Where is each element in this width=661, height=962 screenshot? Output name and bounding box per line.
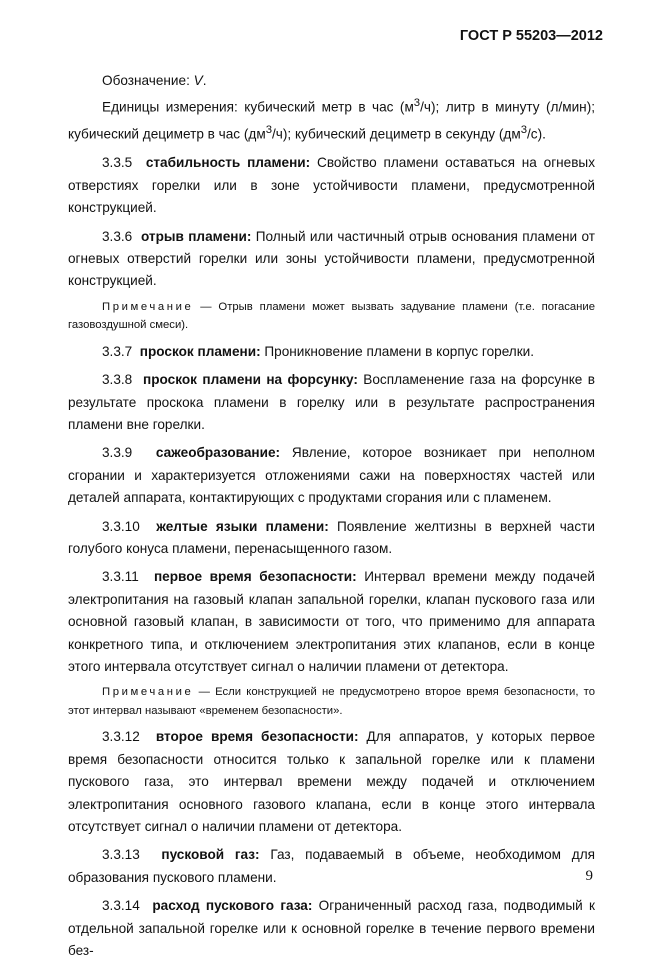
term-entry: [68, 442, 595, 509]
term-entry: [68, 341, 595, 363]
term-entry: [68, 152, 595, 219]
term-number: 3.3.12: [102, 729, 140, 745]
term-title: проскок пламени на форсунку:: [143, 372, 358, 388]
term-title: проскок пламени:: [139, 343, 261, 359]
term-number: 3.3.9: [102, 445, 133, 461]
term-definition: Появление желтизны в верхней части голубого конуса пламени, перенасыщенного газом.: [68, 518, 595, 556]
term-definition: Интервал времени между подачей электропитания на газовый клапан запальной горелки, клапан пускового газа или основной газовый клапан, в зависимости от того, что применимо для аппарата конкретного типа, и отключением электропитания этих клапанов, если в конце этого интервала отсутствует сигнал о наличии пламени от детектора.: [68, 569, 595, 674]
page-number: 9: [585, 868, 593, 884]
term-number: 3.3.13: [102, 847, 140, 863]
term-definition: Ограниченный расход газа, подводимый к отдельной запальной горелке или к основной горелке в течение первого времени без-: [68, 898, 595, 959]
term-title: второе время безопасности:: [155, 729, 359, 745]
note: Примечание — Если конструкцией не предусмотрено второе время безопасности, то этот интервал называют «временем безопасности».: [68, 686, 596, 717]
note-text: Если конструкцией не предусмотрено второе время безопасности, то этот интервал называют «временем безопасности».: [68, 686, 596, 717]
term-number: 3.3.8: [102, 372, 133, 388]
term-definition: Проникновение пламени в корпус горелки.: [264, 343, 535, 359]
units-paragraph: Единицы измерения: кубический метр в час $(м^3/ч)$; литр в минуту (л/мин); кубический дециметр в час $(дм^3/ч)$; кубический дециметр в секунду $(дм^3/с)$.: [68, 97, 595, 142]
term-title: пусковой газ:: [161, 847, 260, 863]
term-definition: Воспламенение газа на форсунке в результате проскока пламени в горелку или в результате распространения пламени вне горелки.: [68, 372, 595, 432]
term-number: 3.3.10: [102, 518, 140, 534]
term-number: 3.3.7: [102, 343, 133, 359]
term-title: расход пускового газа:: [152, 898, 313, 914]
document-body: [68, 70, 595, 962]
term-number: 3.3.6: [102, 228, 133, 244]
term-title: желтые языки пламени:: [156, 518, 329, 534]
term-definition: Полный или частичный отрыв основания пламени от огневых отверстий горелки или зоны устойчивости пламени, предусмотренной конструкцией.: [68, 228, 595, 289]
note-text: Отрыв пламени может вызвать задувание пламени (т.е. погасание газовоздушной смеси).: [68, 300, 596, 332]
term-entry: [68, 516, 595, 561]
term-definition: Явление, которое возникает при неполном сгорании и характеризуется отложениями сажи на поверхностях частей или деталей аппарата, контактирующих с продуктами сгорания или с пламенем.: [68, 445, 595, 506]
term-entry: [68, 895, 595, 962]
term-entry: [68, 844, 595, 889]
document-header: ГОСТ Р 55203—2012: [459, 28, 603, 44]
term-entry: [68, 226, 595, 293]
term-number: 3.3.14: [102, 898, 140, 914]
term-title: сажеобразование:: [155, 445, 281, 461]
note-label: Примечание: [102, 686, 194, 699]
term-title: первое время безопасности:: [153, 569, 357, 585]
term-definition: Для аппаратов, у которых первое время безопасности относится только к запальной горелке или к пламени пускового газа, это интервал времени между подачей и отключением электропитания основного газового клапана, если в конце этого интервала отсутствует сигнал о наличии пламени от детектора.: [68, 729, 596, 835]
term-number: 3.3.11: [102, 569, 139, 585]
term-title: стабильность пламени:: [145, 155, 311, 171]
note: Примечание — Отрыв пламени может вызвать задувание пламени (т.е. погасание газовоздушной смеси).: [68, 300, 596, 332]
designation-line: Обозначение: V.: [102, 73, 207, 88]
term-entry: [68, 726, 595, 838]
term-definition: Газ, подаваемый в объеме, необходимом для образования пускового пламени.: [68, 847, 595, 885]
term-definition: Свойство пламени оставаться на огневых отверстиях горелки или в зоне устойчивости пламени, предусмотренной конструкцией.: [68, 155, 596, 216]
term-entry: [68, 566, 595, 678]
term-title: отрыв пламени:: [140, 228, 252, 244]
note-label: Примечание: [102, 300, 194, 313]
term-entry: [68, 369, 595, 436]
designation-symbol: V: [193, 73, 203, 88]
term-number: 3.3.5: [102, 155, 133, 171]
